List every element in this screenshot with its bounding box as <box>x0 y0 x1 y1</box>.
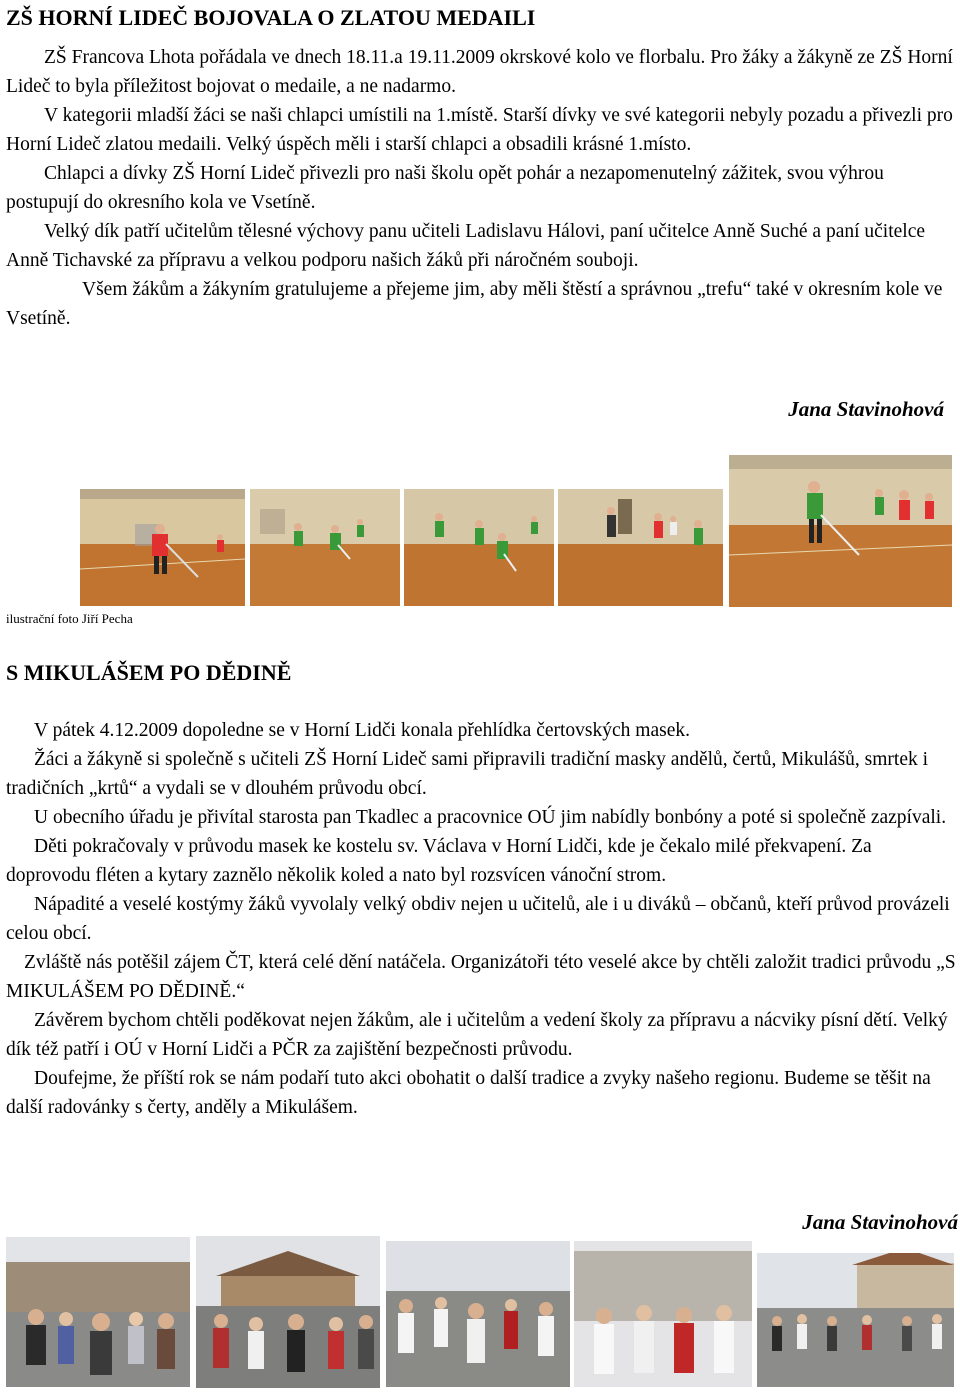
article-body <box>6 716 958 1122</box>
article-title: S MIKULÁŠEM PO DĚDINĚ <box>6 660 292 685</box>
paragraph: ZŠ Francova Lhota pořádala ve dnech 18.11.a 19.11.2009 okrskové kolo ve florbalu. Pro žáky a žákyně ze ZŠ Horní Lideč to byla příležitost bojovat o medaile, a ne nadarmo. <box>6 47 953 97</box>
parade-photo-2 <box>196 1236 380 1388</box>
paragraph: Chlapci a dívky ZŠ Horní Lideč přivezli pro naši školu opět pohár a nezapomenutelný zážitek, svou výhrou postupují do okresního kola ve Vsetíně. <box>6 163 884 213</box>
paragraph: Žáci a žákyně si společně s učiteli ZŠ Horní Lideč sami připravili tradiční masky andělů, čertů, Mikulášů, smrtek i tradičních „krtů“ a vydali se v dlouhém průvodu obcí. <box>6 749 929 799</box>
paragraph: Závěrem bychom chtěli poděkovat nejen žákům, ale i učitelům a vedení školy za přípravu a nácviky písní dětí. Velký dík též patří i OÚ v Horní Lidči a PČR za zajištění bezpečnosti průvodu. <box>6 1010 948 1060</box>
floorball-photo-5 <box>729 455 952 607</box>
parade-photo-3 <box>386 1241 570 1387</box>
author-signature: Jana Stavinohová <box>802 1210 958 1234</box>
floorball-photo-3 <box>404 489 554 606</box>
article-title: ZŠ HORNÍ LIDEČ BOJOVALA O ZLATOU MEDAILI <box>6 5 536 30</box>
parade-photo-5 <box>757 1253 954 1387</box>
paragraph: Nápadité a veselé kostýmy žáků vyvolaly velký obdiv nejen u učitelů, ale i u diváků – občanů, kteří průvod provázeli celou obcí. <box>6 894 950 944</box>
paragraph: Doufejme, že příští rok se nám podaří tuto akci obohatit o další tradice a zvyky našeho regionu. Budeme se těšit na další radovánky s čerty, anděly a Mikulášem. <box>6 1068 931 1118</box>
paragraph: V pátek 4.12.2009 dopoledne se v Horní Lidči konala přehlídka čertovských masek. <box>34 720 690 741</box>
floorball-photo-4 <box>558 489 723 606</box>
paragraph: V kategorii mladší žáci se naši chlapci umístili na 1.místě. Starší dívky ve své kategorii nebyly pozadu a přivezli pro Horní Lideč zlatou medaili. Velký úspěch měli i starší chlapci a obsadili krásné 1.místo. <box>6 105 953 155</box>
article-body <box>6 43 954 333</box>
floorball-photo-1 <box>80 489 245 606</box>
parade-photo-4 <box>574 1241 752 1387</box>
floorball-photo-2 <box>250 489 400 606</box>
parade-photo-1 <box>6 1237 190 1387</box>
photo-caption: ilustrační foto Jiří Pecha <box>6 611 133 626</box>
paragraph: Všem žákům a žákyním gratulujeme a přejeme jim, aby měli štěstí a správnou „trefu“ také v okresním kole ve Vsetíně. <box>6 279 943 329</box>
paragraph: Velký dík patří učitelům tělesné výchovy panu učiteli Ladislavu Hálovi, paní učitelce Anně Suché a paní učitelce Anně Tichavské za přípravu a velkou podporu našich žáků při náročném souboji. <box>6 221 926 271</box>
paragraph: Zvláště nás potěšil zájem ČT, která celé dění natáčela. Organizátoři této veselé akce by chtěli založit tradici průvodu „S MIKULÁŠEM PO DĚDINĚ.“ <box>6 952 956 1002</box>
paragraph: U obecního úřadu je přivítal starosta pan Tkadlec a pracovnice OÚ jim nabídly bonbóny a poté si společně zazpívali. <box>34 807 947 828</box>
author-signature: Jana Stavinohová <box>788 397 944 421</box>
paragraph: Děti pokračovaly v průvodu masek ke kostelu sv. Václava v Horní Lidči, kde je čekalo milé překvapení. Za doprovodu fléten a kytary zaznělo několik koled a nato byl rozsvícen vánoční strom. <box>6 836 872 886</box>
